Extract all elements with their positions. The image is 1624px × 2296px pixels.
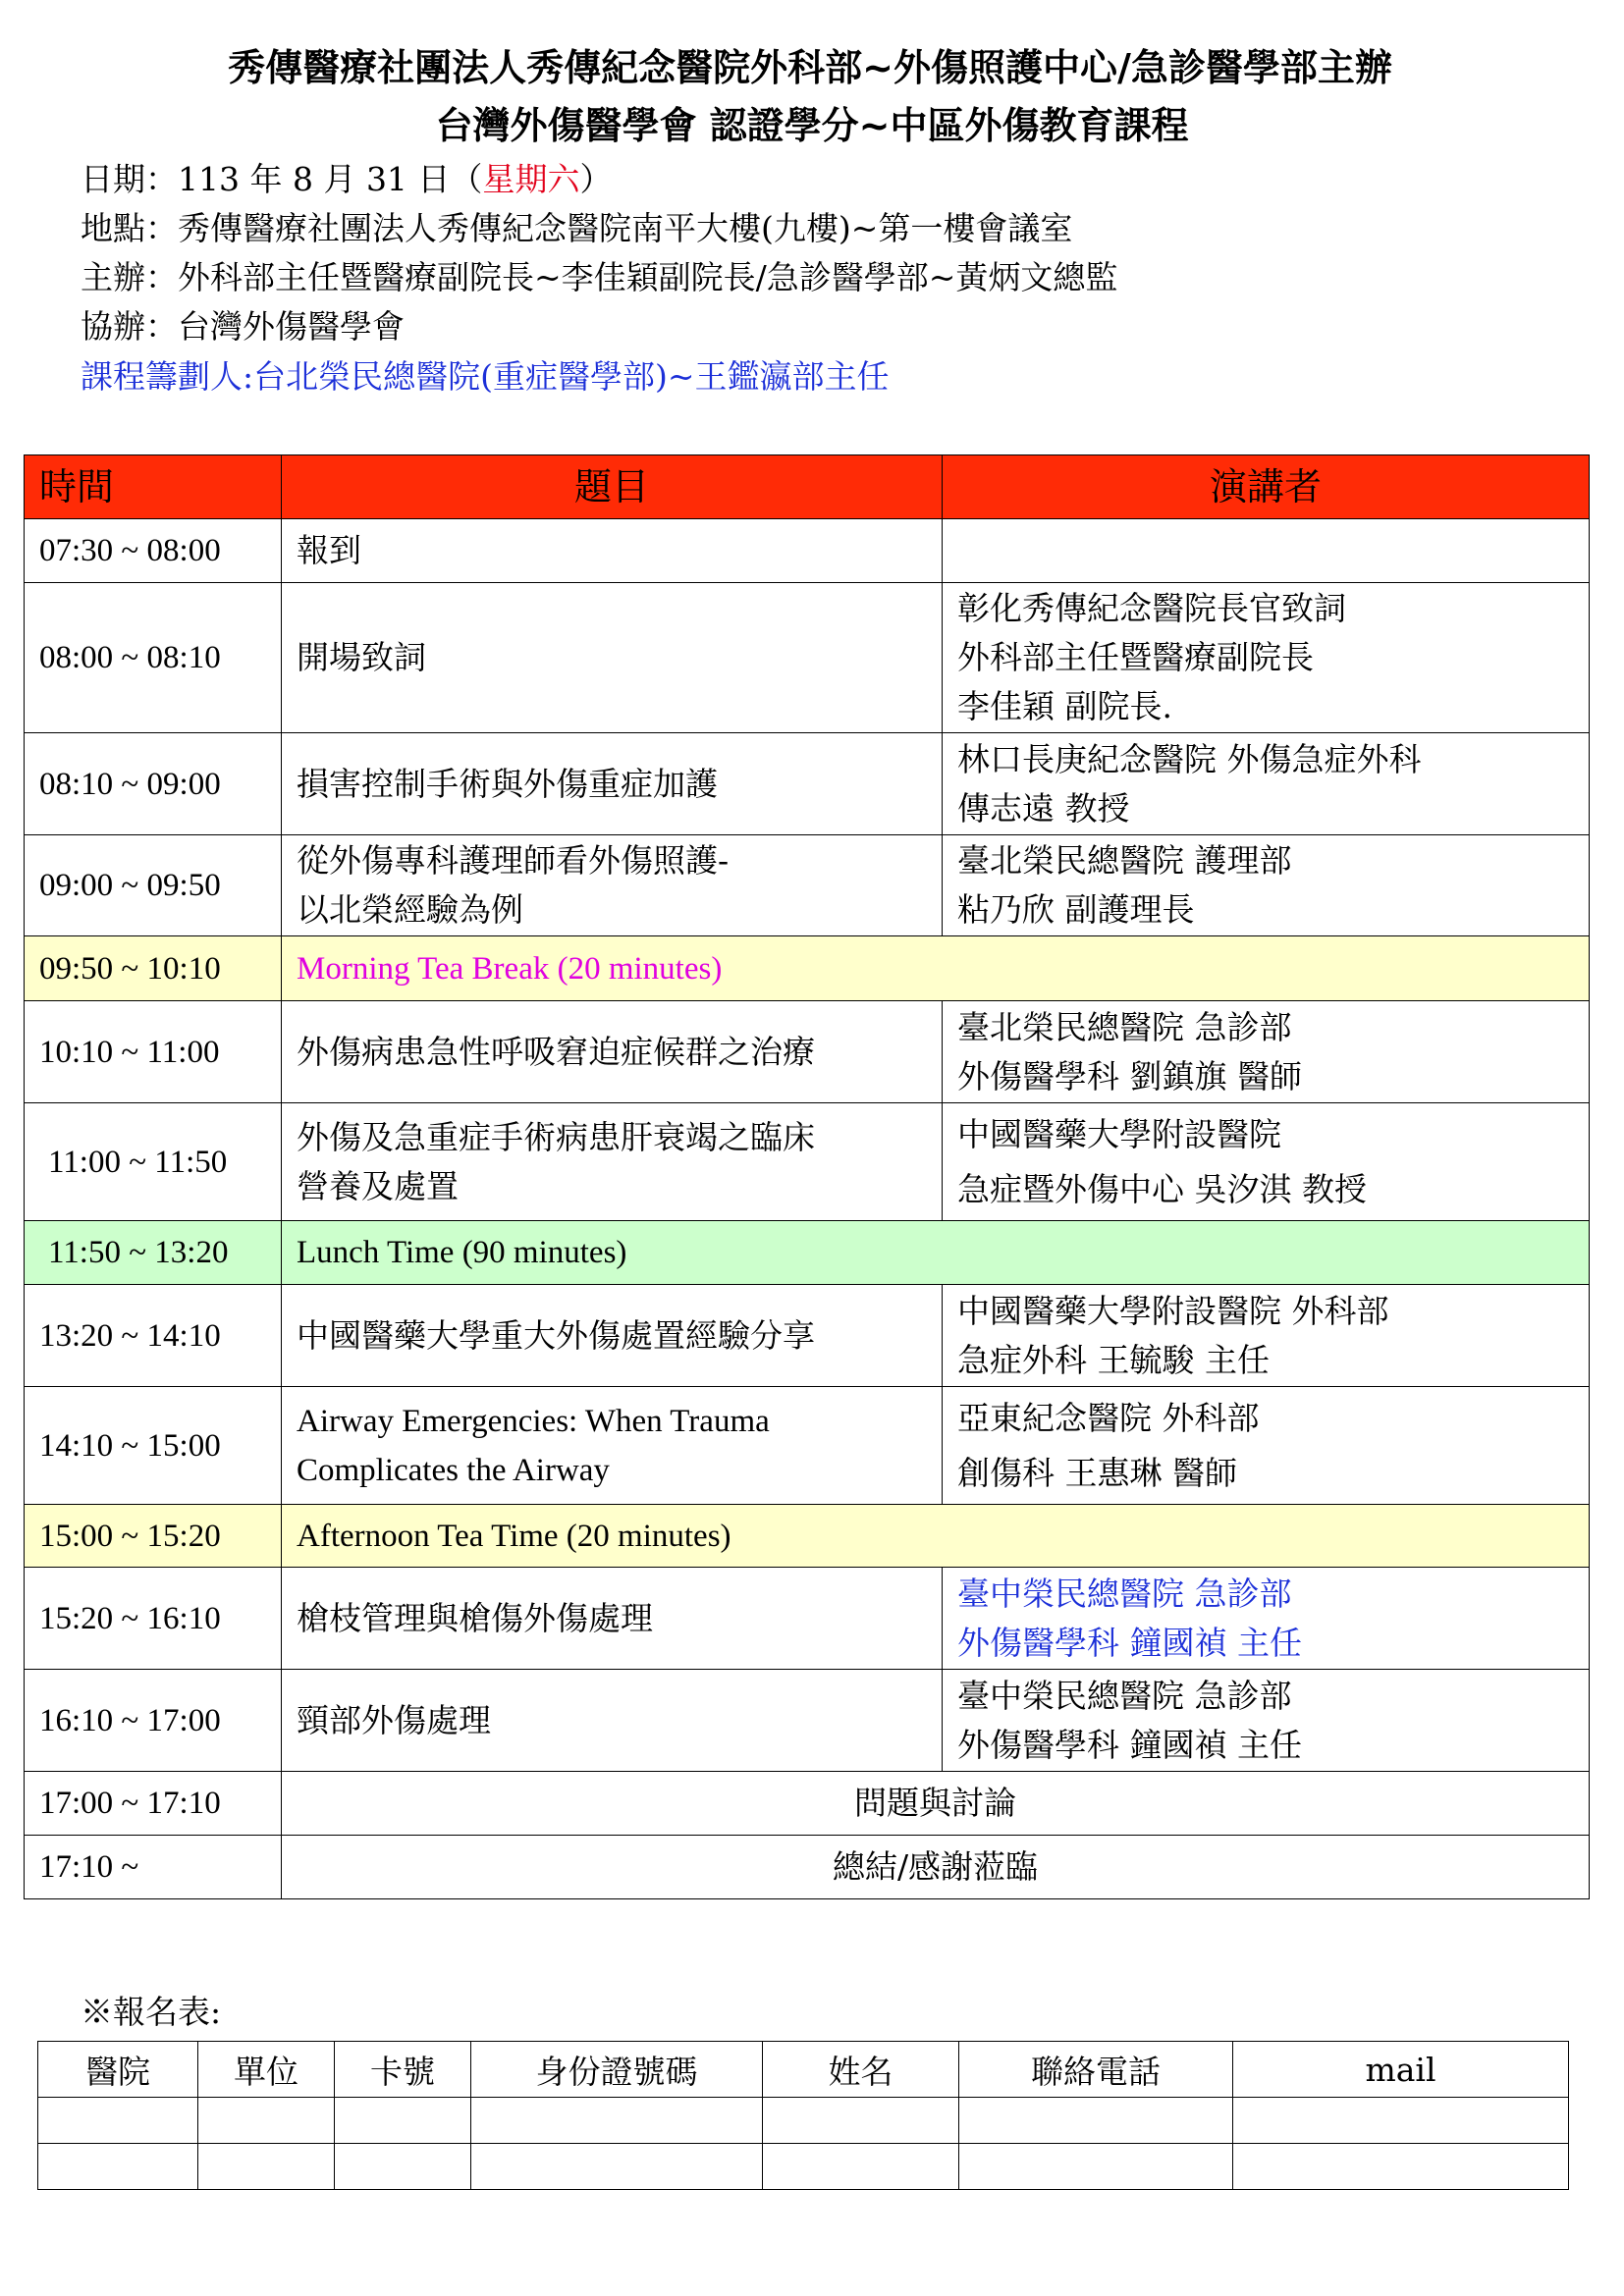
time-cell: 17:00 ~ 17:10	[25, 1772, 282, 1836]
schedule-row	[25, 1285, 1590, 1387]
time-cell: 13:20 ~ 14:10	[25, 1285, 282, 1387]
title-line-2: 台灣外傷醫學會 認證學分~中區外傷教育課程	[435, 104, 1189, 147]
time-cell: 08:00 ~ 08:10	[25, 583, 282, 733]
speaker-line: 創傷科 王惠琳 醫師	[957, 1453, 1237, 1492]
reg-field[interactable]	[763, 2098, 959, 2144]
header-speaker: 演講者	[943, 455, 1590, 519]
location-line: 地點：秀傳醫療社團法人秀傳紀念醫院南平大樓(九樓)~第一樓會議室	[81, 209, 1073, 247]
topic-line: 以北榮經驗為例	[297, 890, 523, 929]
speaker-line: 粘乃欣 副護理長	[957, 890, 1195, 929]
header-topic: 題目	[282, 455, 943, 519]
speaker-line: 外傷醫學科 鐘國禎 主任	[957, 1623, 1302, 1662]
time-cell: 16:10 ~ 17:00	[25, 1670, 282, 1772]
speaker-cell	[943, 733, 1590, 835]
speaker-line: 林口長庚紀念醫院 外傷急症外科	[957, 739, 1422, 778]
organizer-line: 主辦：外科部主任暨醫療副院長~李佳穎副院長/急診醫學部~黃炳文總監	[81, 258, 1118, 296]
header-time: 時間	[25, 455, 282, 519]
time-cell: 08:10 ~ 09:00	[25, 733, 282, 835]
time-cell: 14:10 ~ 15:00	[25, 1387, 282, 1505]
reg-field[interactable]	[763, 2144, 959, 2190]
speaker-cell	[943, 1103, 1590, 1221]
time-cell: 07:30 ~ 08:00	[25, 519, 282, 583]
topic-cell	[282, 1387, 943, 1505]
reg-field[interactable]	[38, 2098, 198, 2144]
reg-field[interactable]	[471, 2098, 763, 2144]
schedule-row	[25, 519, 1590, 583]
reg-field[interactable]	[1233, 2098, 1569, 2144]
registration-blank-row	[38, 2098, 1569, 2144]
time-cell: 15:00 ~ 15:20	[25, 1505, 282, 1568]
reg-col-id: 身份證號碼	[471, 2042, 763, 2098]
time-cell: 11:00 ~ 11:50	[25, 1103, 282, 1221]
speaker-line: 臺中榮民總醫院 急診部	[957, 1676, 1292, 1715]
speaker-cell	[943, 519, 1590, 583]
reg-field[interactable]	[198, 2098, 335, 2144]
topic-cell	[282, 1103, 943, 1221]
schedule-row	[25, 1387, 1590, 1505]
speaker-line: 李佳穎 副院長.	[957, 687, 1172, 725]
speaker-line: 外傷醫學科 劉鎮旗 醫師	[957, 1056, 1302, 1095]
schedule-row	[25, 1670, 1590, 1772]
schedule-row	[25, 733, 1590, 835]
topic-cell: 頸部外傷處理	[282, 1670, 943, 1772]
registration-header-row	[38, 2042, 1569, 2098]
schedule-row	[25, 583, 1590, 733]
speaker-line: 臺中榮民總醫院 急診部	[957, 1574, 1292, 1613]
topic-cell: 報到	[282, 519, 943, 583]
date-close: ）	[579, 160, 613, 198]
title-line-1: 秀傳醫療社團法人秀傳紀念醫院外科部~外傷照護中心/急診醫學部主辦	[228, 46, 1392, 89]
reg-field[interactable]	[335, 2098, 471, 2144]
schedule-row	[25, 1001, 1590, 1103]
topic-cell	[282, 835, 943, 936]
reg-col-card: 卡號	[335, 2042, 471, 2098]
speaker-line: 臺北榮民總醫院 急診部	[957, 1007, 1292, 1046]
speaker-cell	[943, 583, 1590, 733]
speaker-line: 外科部主任暨醫療副院長	[957, 638, 1314, 676]
date-line	[81, 155, 612, 204]
speaker-line: 中國醫藥大學附設醫院	[957, 1114, 1281, 1153]
planner-line: 課程籌劃人:台北榮民總醫院(重症醫學部)~王鑑瀛部主任	[81, 357, 890, 396]
registration-label: ※報名表:	[81, 1993, 222, 2031]
speaker-line: 急症外科 王毓駿 主任	[957, 1340, 1270, 1379]
date-label: 日期：113 年 8 月 31 日（	[81, 160, 483, 198]
topic-cell: 中國醫藥大學重大外傷處置經驗分享	[282, 1285, 943, 1387]
reg-col-mail: mail	[1233, 2042, 1569, 2098]
reg-field[interactable]	[1233, 2144, 1569, 2190]
reg-col-phone: 聯絡電話	[959, 2042, 1233, 2098]
schedule-row	[25, 1568, 1590, 1670]
speaker-line: 中國醫藥大學附設醫院 外科部	[957, 1291, 1389, 1330]
time-cell: 15:20 ~ 16:10	[25, 1568, 282, 1670]
registration-blank-row	[38, 2144, 1569, 2190]
co-organizer-line: 協辦：台灣外傷醫學會	[81, 307, 405, 346]
time-cell: 10:10 ~ 11:00	[25, 1001, 282, 1103]
topic-cell: 損害控制手術與外傷重症加護	[282, 733, 943, 835]
topic-line: 從外傷專科護理師看外傷照護-	[297, 841, 730, 880]
speaker-cell	[943, 835, 1590, 936]
speaker-line: 傳志遠 教授	[957, 788, 1130, 828]
schedule-row	[25, 1836, 1590, 1899]
break-row	[25, 1505, 1590, 1568]
break-cell: Afternoon Tea Time (20 minutes)	[282, 1505, 1590, 1568]
time-cell: 09:00 ~ 09:50	[25, 835, 282, 936]
speaker-cell	[943, 1387, 1590, 1505]
span-cell: 總結/感謝蒞臨	[282, 1836, 1590, 1899]
schedule-row	[25, 1772, 1590, 1836]
break-cell: Morning Tea Break (20 minutes)	[282, 936, 1590, 1001]
speaker-cell	[943, 1001, 1590, 1103]
reg-col-name: 姓名	[763, 2042, 959, 2098]
topic-line: Airway Emergencies: When Trauma	[297, 1403, 770, 1439]
topic-line: Complicates the Airway	[297, 1452, 610, 1488]
speaker-line: 亞東紀念醫院 外科部	[957, 1398, 1260, 1437]
date-weekday: 星期六	[482, 160, 580, 198]
reg-col-hospital: 醫院	[38, 2042, 198, 2098]
schedule-header-row	[25, 455, 1590, 519]
break-cell: Lunch Time (90 minutes)	[282, 1221, 1590, 1285]
speaker-line: 彰化秀傳紀念醫院長官致詞	[957, 589, 1346, 627]
reg-field[interactable]	[471, 2144, 763, 2190]
reg-field[interactable]	[959, 2144, 1233, 2190]
speaker-line: 急症暨外傷中心 吳汐淇 教授	[957, 1169, 1367, 1208]
speaker-line: 外傷醫學科 鐘國禎 主任	[957, 1725, 1302, 1764]
schedule-row	[25, 835, 1590, 936]
topic-cell: 開場致詞	[282, 583, 943, 733]
lunch-row	[25, 1221, 1590, 1285]
topic-line: 營養及處置	[297, 1166, 459, 1205]
reg-col-unit: 單位	[198, 2042, 335, 2098]
speaker-cell	[943, 1285, 1590, 1387]
topic-cell: 外傷病患急性呼吸窘迫症候群之治療	[282, 1001, 943, 1103]
registration-table	[37, 2041, 1569, 2190]
time-cell: 09:50 ~ 10:10	[25, 936, 282, 1001]
topic-cell: 槍枝管理與槍傷外傷處理	[282, 1568, 943, 1670]
time-cell: 17:10 ~	[25, 1836, 282, 1899]
speaker-line: 臺北榮民總醫院 護理部	[957, 841, 1292, 880]
break-row	[25, 936, 1590, 1001]
schedule-table	[24, 454, 1590, 1899]
topic-line: 外傷及急重症手術病患肝衰竭之臨床	[297, 1117, 815, 1156]
reg-field[interactable]	[38, 2144, 198, 2190]
speaker-cell	[943, 1670, 1590, 1772]
time-cell: 11:50 ~ 13:20	[25, 1221, 282, 1285]
schedule-row	[25, 1103, 1590, 1221]
speaker-cell	[943, 1568, 1590, 1670]
reg-field[interactable]	[198, 2144, 335, 2190]
reg-field[interactable]	[959, 2098, 1233, 2144]
reg-field[interactable]	[335, 2144, 471, 2190]
span-cell: 問題與討論	[282, 1772, 1590, 1836]
